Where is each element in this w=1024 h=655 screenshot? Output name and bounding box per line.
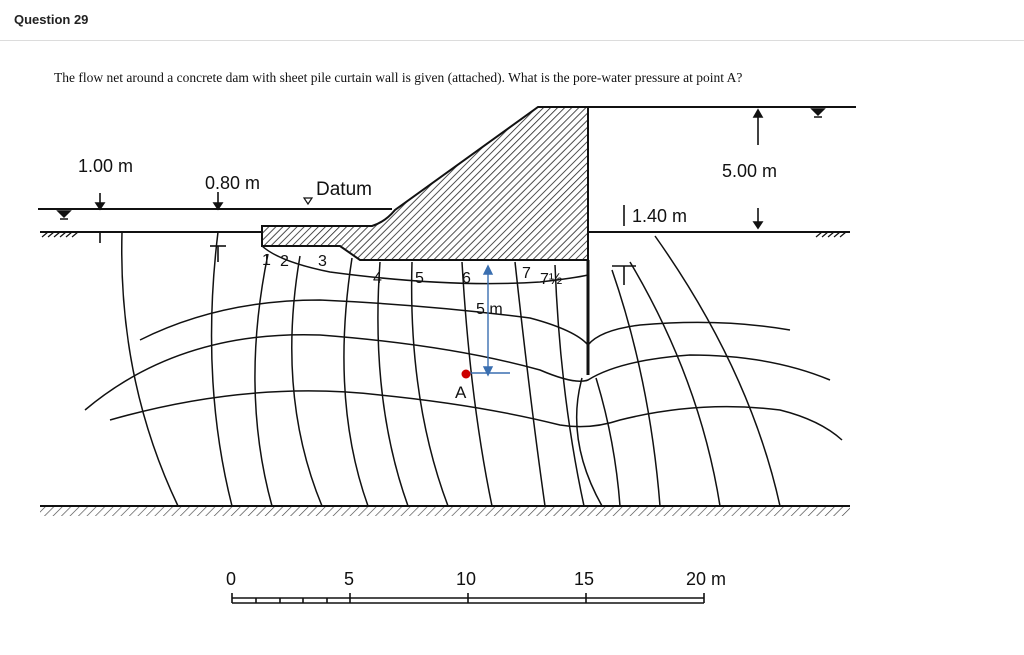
label-head-080: 0.80 m <box>205 173 261 193</box>
scale-tick-label: 20 m <box>686 569 727 589</box>
drop-number: 2 <box>280 253 289 270</box>
scale-tick-label: 5 <box>344 569 355 589</box>
scale-tick-label: 0 <box>226 569 237 589</box>
scale-tick-label: 15 <box>574 569 595 589</box>
label-depth: 5 m <box>476 301 503 318</box>
drop-number: 7½ <box>540 271 563 288</box>
scale-tick-label: 10 <box>456 569 477 589</box>
question-header: Question 29 <box>14 12 89 27</box>
concrete-dam <box>262 107 588 260</box>
question-text: The flow net around a concrete dam with sheet pile curtain wall is given (attached). What is the pore-water pressure at point A? <box>54 70 743 85</box>
datum-marker <box>304 198 312 204</box>
drop-number: 5 <box>415 270 424 287</box>
label-downstream-head: 5.00 m <box>722 161 778 181</box>
equipotential-lines <box>122 232 780 506</box>
label-upstream-head: 1.00 m <box>78 156 134 176</box>
dimension-upstream-head <box>96 193 104 243</box>
drop-number: 3 <box>318 253 327 270</box>
label-pile-head: 1.40 m <box>632 206 688 226</box>
drop-number: 4 <box>373 270 382 287</box>
drop-number: 6 <box>462 270 471 287</box>
label-point-a: A <box>455 383 467 402</box>
drop-number: 1 <box>262 252 271 269</box>
dimension-head-080 <box>210 192 226 262</box>
label-datum: Datum <box>316 179 372 200</box>
point-a-marker <box>462 370 471 379</box>
drop-number: 7 <box>522 265 531 282</box>
impermeable-base <box>40 506 850 516</box>
scale-bar <box>232 593 704 603</box>
